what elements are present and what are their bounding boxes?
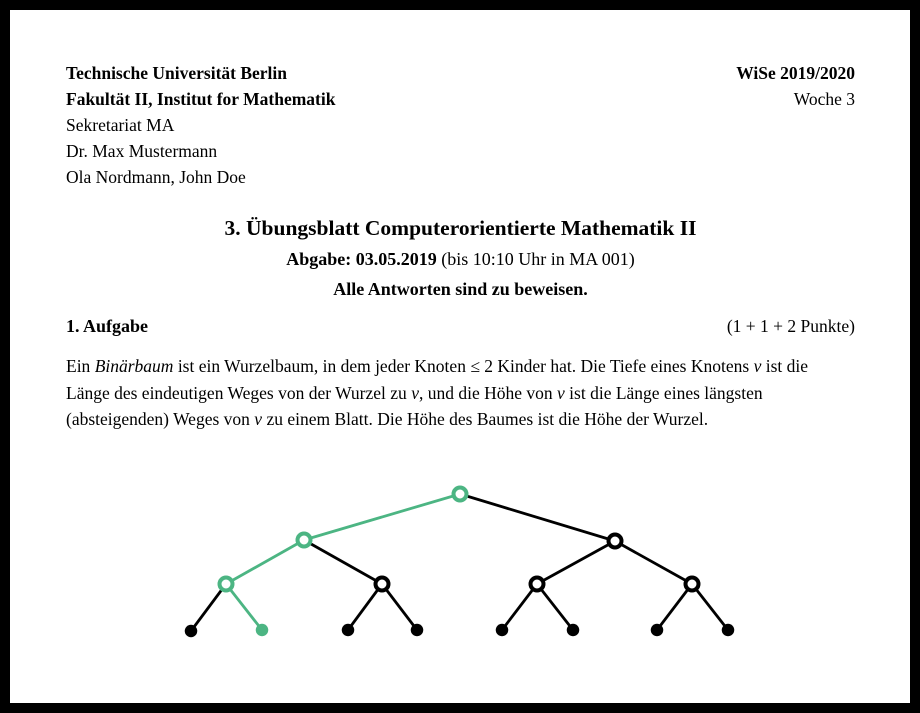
tree-edge-LL-LLL — [191, 584, 226, 631]
paragraph-segment: ist ein Wurzelbaum, in dem jeder Knoten ≤ 2 Kinder hat. Die Tiefe eines Knotens — [173, 356, 754, 376]
assistants-line: Ola Nordmann, John Doe — [66, 167, 246, 187]
italic-term: Binärbaum — [94, 356, 174, 376]
tree-edge-LR-LRL — [348, 584, 382, 630]
deadline-date: Abgabe: 03.05.2019 — [286, 249, 437, 269]
tree-edge-RL-RLL — [502, 584, 537, 630]
italic-term: v — [557, 382, 565, 403]
tree-node-LRL — [342, 624, 355, 637]
paragraph-segment: ist die Länge des eindeutigen Weges von der Wurzel zu — [66, 356, 809, 403]
tree-edge-R-RL — [537, 541, 615, 584]
paragraph-segment: Ein — [66, 356, 95, 376]
paragraph-segment: , und die Höhe von — [418, 382, 558, 403]
office-line: Sekretariat MA — [66, 115, 175, 135]
tree-node-L — [298, 534, 311, 547]
paragraph-segment: zu einem Blatt. Die Höhe des Baumes ist die Höhe der Wurzel. — [262, 409, 709, 429]
tree-edge-root-L — [304, 494, 460, 540]
document-content — [66, 60, 855, 433]
exercise-heading: 1. Aufgabe — [66, 316, 149, 336]
italic-term: v — [753, 356, 762, 376]
italic-term: v — [411, 382, 419, 403]
document-header — [66, 60, 855, 190]
tree-node-R — [609, 535, 622, 548]
tree-edge-R-RR — [615, 541, 692, 584]
tree-edge-LL-LLR — [226, 584, 262, 630]
week-line: Woche 3 — [793, 89, 855, 109]
tree-node-RRL — [651, 624, 664, 637]
tree-edge-root-R — [460, 494, 615, 541]
tree-node-RR — [686, 578, 699, 591]
tree-node-root — [454, 488, 467, 501]
tree-edge-L-LR — [304, 540, 382, 584]
tree-node-LLR — [256, 624, 269, 637]
tree-node-RL — [531, 578, 544, 591]
tree-node-LL — [220, 578, 233, 591]
tree-node-LRR — [411, 624, 424, 637]
proof-note: Alle Antworten sind zu beweisen. — [333, 279, 588, 299]
tree-node-LLL — [185, 625, 198, 638]
lecturer-line: Dr. Max Mustermann — [66, 141, 218, 161]
tree-node-RLR — [567, 624, 580, 637]
header-right-block — [736, 60, 855, 112]
tree-edge-L-LL — [226, 540, 304, 584]
paragraph-segment: ist die Länge eines längsten (absteigenden) Weges von — [66, 382, 763, 429]
deadline-details: (bis 10:10 Uhr in MA 001) — [436, 249, 635, 269]
semester-line: WiSe 2019/2020 — [736, 63, 855, 83]
sheet-title: 3. Übungsblatt Computerorientierte Mathematik II — [224, 216, 697, 240]
exercise-body — [66, 353, 855, 433]
italic-term: v — [254, 409, 263, 429]
faculty-name: Fakultät II, Institut for Mathematik — [66, 89, 336, 109]
tree-node-RRR — [722, 624, 735, 637]
institution-name: Technische Universität Berlin — [66, 63, 288, 83]
tree-edge-RR-RRR — [692, 584, 728, 630]
deadline-line — [66, 244, 855, 274]
title-block — [66, 212, 855, 304]
tree-node-LR — [376, 578, 389, 591]
tree-edge-RR-RRL — [657, 584, 692, 630]
tree-node-RLL — [496, 624, 509, 637]
exercise-points: (1 + 1 + 2 Punkte) — [726, 316, 855, 336]
exercise-heading-row — [66, 312, 855, 340]
tree-edge-RL-RLR — [537, 584, 573, 630]
header-left-block — [66, 60, 335, 190]
tree-edge-LR-LRR — [382, 584, 417, 630]
